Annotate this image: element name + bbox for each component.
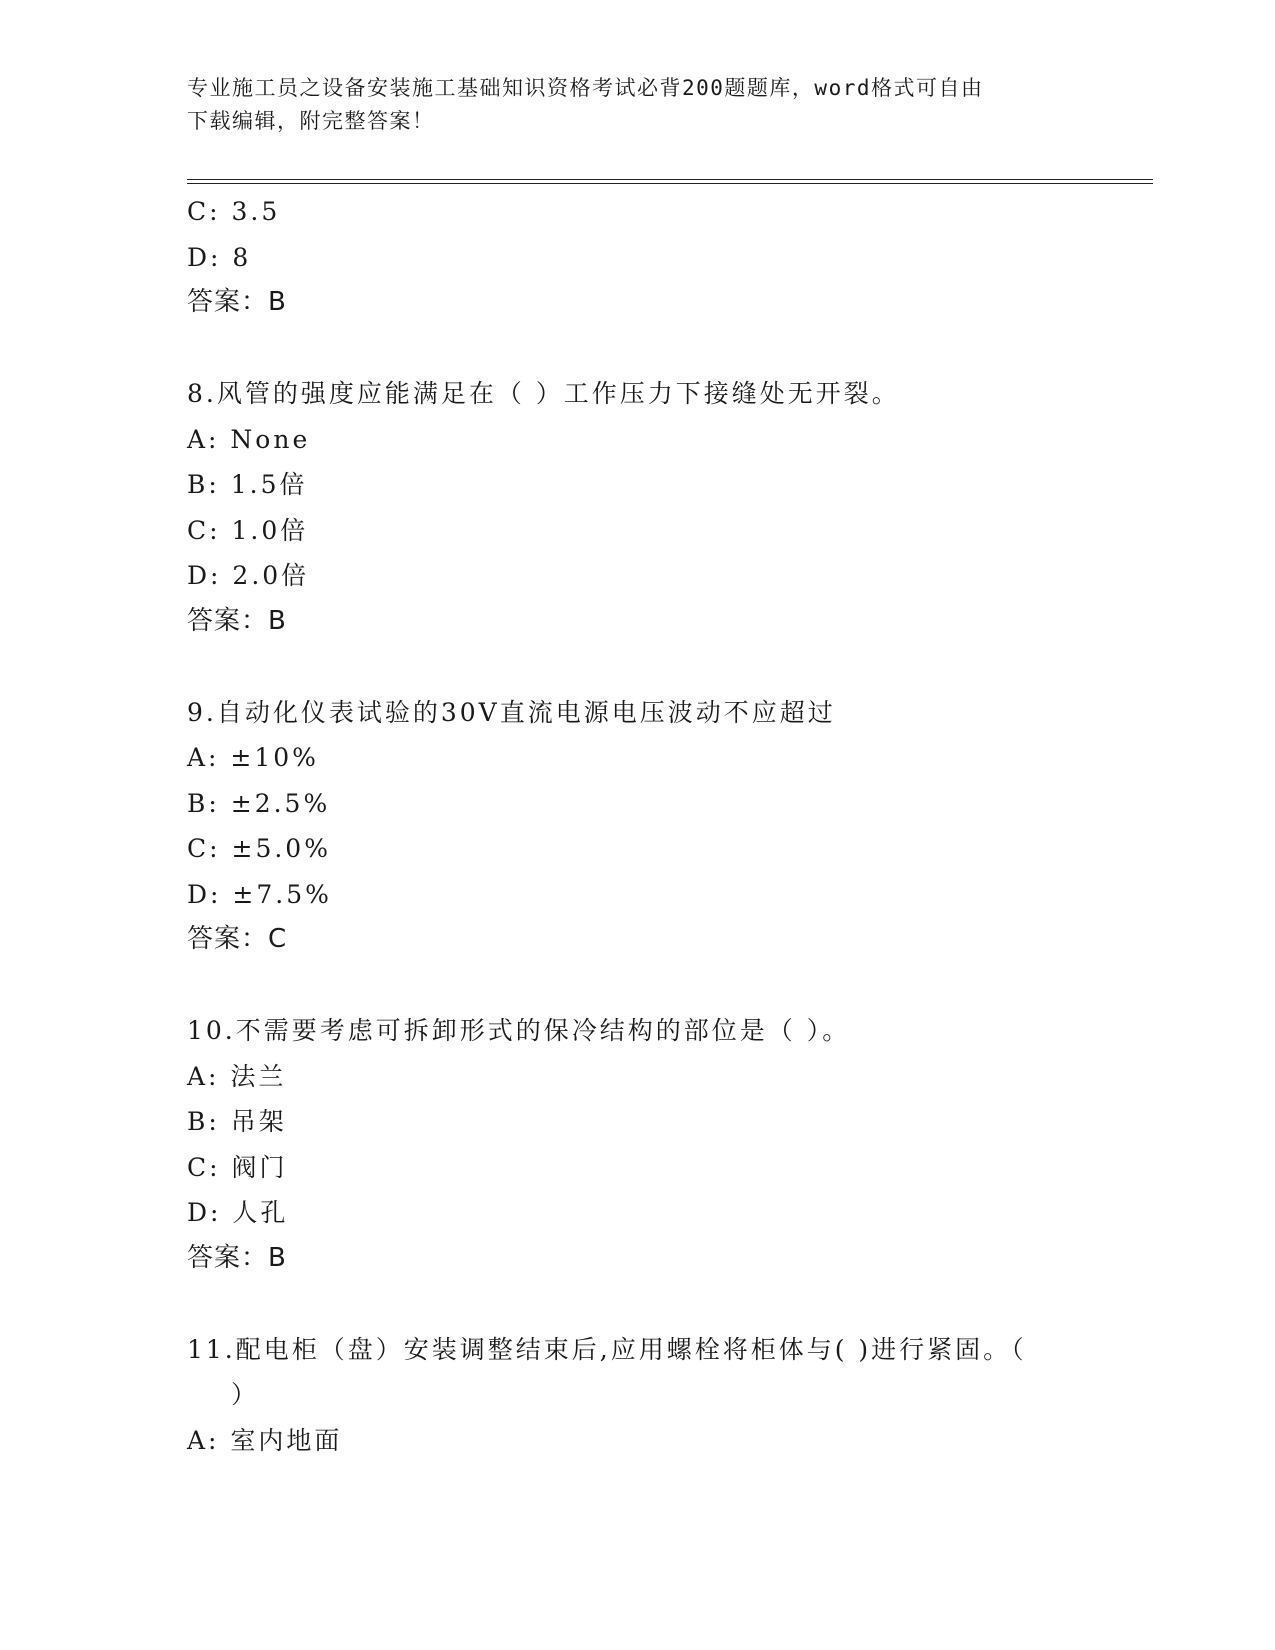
header-line-1: 专业施工员之设备安装施工基础知识资格考试必背200题题库，word格式可自由 bbox=[187, 76, 984, 100]
question-7-tail bbox=[187, 189, 1087, 326]
question-9 bbox=[187, 690, 1087, 963]
option-a: A: None bbox=[187, 424, 311, 454]
option-d: D: 8 bbox=[187, 242, 252, 272]
answer-label: 答案：B bbox=[187, 287, 287, 317]
question-list bbox=[187, 189, 1087, 1463]
answer-label: 答案：B bbox=[187, 605, 287, 636]
option-d: D: 人孔 bbox=[187, 1198, 289, 1227]
option-b: B: 1.5倍 bbox=[187, 470, 308, 499]
question-10 bbox=[187, 1008, 1087, 1281]
option-d: D: 2.0倍 bbox=[187, 561, 310, 590]
header-rule-bottom bbox=[187, 183, 1153, 184]
spacer bbox=[187, 963, 1087, 1009]
option-c: C: 1.0倍 bbox=[187, 515, 309, 545]
question-title: 10.不需要考虑可拆卸形式的保冷结构的部位是（ ）。 bbox=[187, 1016, 851, 1045]
question-title-line-1: 11.配电柜（盘）安装调整结束后,应用螺栓将柜体与( )进行紧固。（ bbox=[187, 1334, 1027, 1364]
option-c: C: ±5.0% bbox=[187, 834, 331, 863]
header-line-2: 下载编辑，附完整答案！ bbox=[187, 109, 435, 133]
answer-label: 答案：C bbox=[187, 924, 288, 954]
question-title: 9.自动化仪表试验的30V直流电源电压波动不应超过 bbox=[187, 697, 836, 727]
option-a: A: 室内地面 bbox=[187, 1425, 343, 1455]
option-a: A: ±10% bbox=[187, 743, 319, 772]
header-rule-top bbox=[187, 179, 1153, 180]
question-11 bbox=[187, 1327, 1087, 1464]
option-c: C: 3.5 bbox=[187, 197, 281, 226]
option-d: D: ±7.5% bbox=[187, 879, 332, 909]
question-title: 8.风管的强度应能满足在（ ）工作压力下接缝处无开裂。 bbox=[187, 379, 900, 408]
spacer bbox=[187, 644, 1087, 690]
question-8 bbox=[187, 371, 1087, 644]
option-b: B: 吊架 bbox=[187, 1107, 287, 1136]
option-b: B: ±2.5% bbox=[187, 788, 331, 818]
spacer bbox=[187, 1281, 1087, 1327]
question-title-line-2: ） bbox=[231, 1380, 260, 1409]
spacer bbox=[187, 326, 1087, 372]
question-title bbox=[187, 1327, 1087, 1418]
document-header bbox=[187, 72, 1067, 138]
option-c: C: 阀门 bbox=[187, 1152, 288, 1182]
answer-label: 答案：B bbox=[187, 1242, 287, 1273]
option-a: A: 法兰 bbox=[187, 1061, 287, 1091]
